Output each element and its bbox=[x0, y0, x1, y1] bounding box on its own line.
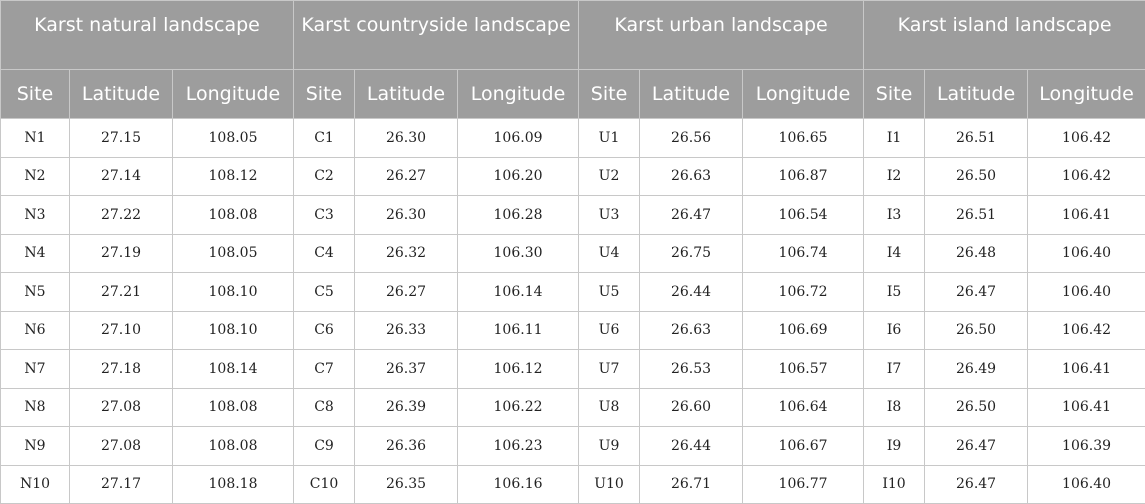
table-body bbox=[1, 119, 1145, 504]
cell-site: U5 bbox=[579, 273, 640, 312]
cell-site: U10 bbox=[579, 465, 640, 504]
cell-site: U7 bbox=[579, 350, 640, 389]
cell-latitude: 26.50 bbox=[925, 311, 1028, 350]
cell-site: I3 bbox=[864, 196, 925, 235]
group-header-island: Karst island landscape bbox=[864, 1, 1145, 70]
cell-latitude: 27.15 bbox=[70, 119, 173, 158]
table-row bbox=[1, 119, 1145, 158]
cell-latitude: 26.27 bbox=[355, 157, 458, 196]
cell-latitude: 26.63 bbox=[640, 311, 743, 350]
cell-longitude: 106.11 bbox=[458, 311, 579, 350]
cell-site: U2 bbox=[579, 157, 640, 196]
cell-site: N10 bbox=[1, 465, 70, 504]
cell-longitude: 108.08 bbox=[173, 196, 294, 235]
cell-site: N9 bbox=[1, 427, 70, 466]
cell-latitude: 27.22 bbox=[70, 196, 173, 235]
cell-longitude: 106.14 bbox=[458, 273, 579, 312]
cell-longitude: 106.74 bbox=[743, 234, 864, 273]
cell-site: U1 bbox=[579, 119, 640, 158]
column-header-site: Site bbox=[294, 70, 355, 119]
cell-latitude: 26.50 bbox=[925, 157, 1028, 196]
cell-latitude: 26.47 bbox=[925, 427, 1028, 466]
cell-site: N8 bbox=[1, 388, 70, 427]
cell-longitude: 106.42 bbox=[1028, 157, 1145, 196]
cell-site: C4 bbox=[294, 234, 355, 273]
cell-latitude: 26.32 bbox=[355, 234, 458, 273]
cell-latitude: 27.08 bbox=[70, 427, 173, 466]
cell-longitude: 106.54 bbox=[743, 196, 864, 235]
column-header-longitude: Longitude bbox=[743, 70, 864, 119]
cell-longitude: 108.05 bbox=[173, 119, 294, 158]
cell-site: I10 bbox=[864, 465, 925, 504]
cell-longitude: 106.42 bbox=[1028, 119, 1145, 158]
table-row bbox=[1, 427, 1145, 466]
cell-longitude: 106.77 bbox=[743, 465, 864, 504]
column-header-latitude: Latitude bbox=[925, 70, 1028, 119]
cell-longitude: 108.18 bbox=[173, 465, 294, 504]
cell-site: C1 bbox=[294, 119, 355, 158]
cell-longitude: 108.14 bbox=[173, 350, 294, 389]
cell-site: I5 bbox=[864, 273, 925, 312]
group-header-urban: Karst urban landscape bbox=[579, 1, 864, 70]
group-header-countryside: Karst countryside landscape bbox=[294, 1, 579, 70]
cell-longitude: 106.41 bbox=[1028, 196, 1145, 235]
cell-latitude: 26.47 bbox=[925, 465, 1028, 504]
column-header-latitude: Latitude bbox=[640, 70, 743, 119]
cell-longitude: 106.69 bbox=[743, 311, 864, 350]
cell-latitude: 26.30 bbox=[355, 119, 458, 158]
column-header-latitude: Latitude bbox=[355, 70, 458, 119]
cell-longitude: 106.09 bbox=[458, 119, 579, 158]
cell-longitude: 108.05 bbox=[173, 234, 294, 273]
cell-site: N2 bbox=[1, 157, 70, 196]
column-header-longitude: Longitude bbox=[1028, 70, 1145, 119]
group-header-natural: Karst natural landscape bbox=[1, 1, 294, 70]
cell-longitude: 108.08 bbox=[173, 427, 294, 466]
table-row bbox=[1, 196, 1145, 235]
cell-longitude: 108.10 bbox=[173, 273, 294, 312]
cell-latitude: 26.44 bbox=[640, 427, 743, 466]
cell-longitude: 108.08 bbox=[173, 388, 294, 427]
cell-site: N3 bbox=[1, 196, 70, 235]
cell-site: C2 bbox=[294, 157, 355, 196]
cell-longitude: 106.42 bbox=[1028, 311, 1145, 350]
cell-latitude: 26.39 bbox=[355, 388, 458, 427]
cell-longitude: 106.30 bbox=[458, 234, 579, 273]
cell-longitude: 106.41 bbox=[1028, 350, 1145, 389]
cell-longitude: 106.23 bbox=[458, 427, 579, 466]
cell-longitude: 106.22 bbox=[458, 388, 579, 427]
cell-site: C8 bbox=[294, 388, 355, 427]
cell-longitude: 108.10 bbox=[173, 311, 294, 350]
cell-latitude: 27.10 bbox=[70, 311, 173, 350]
cell-latitude: 26.49 bbox=[925, 350, 1028, 389]
column-header-site: Site bbox=[579, 70, 640, 119]
cell-longitude: 106.64 bbox=[743, 388, 864, 427]
cell-latitude: 26.30 bbox=[355, 196, 458, 235]
cell-latitude: 27.17 bbox=[70, 465, 173, 504]
cell-latitude: 26.48 bbox=[925, 234, 1028, 273]
column-header-latitude: Latitude bbox=[70, 70, 173, 119]
cell-site: I2 bbox=[864, 157, 925, 196]
cell-site: N1 bbox=[1, 119, 70, 158]
column-header-site: Site bbox=[864, 70, 925, 119]
table-row bbox=[1, 234, 1145, 273]
cell-latitude: 26.37 bbox=[355, 350, 458, 389]
cell-longitude: 106.87 bbox=[743, 157, 864, 196]
cell-latitude: 26.51 bbox=[925, 119, 1028, 158]
cell-site: N7 bbox=[1, 350, 70, 389]
cell-site: I4 bbox=[864, 234, 925, 273]
cell-latitude: 26.44 bbox=[640, 273, 743, 312]
cell-latitude: 26.53 bbox=[640, 350, 743, 389]
cell-latitude: 26.47 bbox=[640, 196, 743, 235]
cell-site: I1 bbox=[864, 119, 925, 158]
cell-longitude: 106.40 bbox=[1028, 465, 1145, 504]
cell-longitude: 106.40 bbox=[1028, 273, 1145, 312]
cell-site: I6 bbox=[864, 311, 925, 350]
cell-latitude: 27.19 bbox=[70, 234, 173, 273]
column-header-site: Site bbox=[1, 70, 70, 119]
cell-site: C5 bbox=[294, 273, 355, 312]
cell-latitude: 26.35 bbox=[355, 465, 458, 504]
cell-site: I9 bbox=[864, 427, 925, 466]
cell-site: U3 bbox=[579, 196, 640, 235]
cell-longitude: 106.40 bbox=[1028, 234, 1145, 273]
cell-latitude: 26.33 bbox=[355, 311, 458, 350]
cell-longitude: 106.16 bbox=[458, 465, 579, 504]
cell-latitude: 27.14 bbox=[70, 157, 173, 196]
cell-site: C3 bbox=[294, 196, 355, 235]
column-header-longitude: Longitude bbox=[458, 70, 579, 119]
table-row bbox=[1, 350, 1145, 389]
cell-site: N5 bbox=[1, 273, 70, 312]
table-row bbox=[1, 465, 1145, 504]
cell-latitude: 27.08 bbox=[70, 388, 173, 427]
cell-latitude: 26.63 bbox=[640, 157, 743, 196]
cell-longitude: 106.39 bbox=[1028, 427, 1145, 466]
cell-site: U8 bbox=[579, 388, 640, 427]
cell-longitude: 106.20 bbox=[458, 157, 579, 196]
table-row bbox=[1, 388, 1145, 427]
group-header-row bbox=[1, 1, 1145, 70]
cell-latitude: 27.21 bbox=[70, 273, 173, 312]
cell-latitude: 26.50 bbox=[925, 388, 1028, 427]
column-header-row bbox=[1, 70, 1145, 119]
cell-site: U6 bbox=[579, 311, 640, 350]
cell-longitude: 106.65 bbox=[743, 119, 864, 158]
cell-latitude: 26.47 bbox=[925, 273, 1028, 312]
cell-latitude: 26.36 bbox=[355, 427, 458, 466]
cell-latitude: 26.56 bbox=[640, 119, 743, 158]
column-header-longitude: Longitude bbox=[173, 70, 294, 119]
cell-longitude: 106.57 bbox=[743, 350, 864, 389]
cell-longitude: 106.67 bbox=[743, 427, 864, 466]
cell-site: U4 bbox=[579, 234, 640, 273]
cell-site: C9 bbox=[294, 427, 355, 466]
table-row bbox=[1, 157, 1145, 196]
cell-site: I7 bbox=[864, 350, 925, 389]
cell-longitude: 108.12 bbox=[173, 157, 294, 196]
cell-site: N4 bbox=[1, 234, 70, 273]
cell-site: I8 bbox=[864, 388, 925, 427]
cell-latitude: 26.75 bbox=[640, 234, 743, 273]
cell-site: N6 bbox=[1, 311, 70, 350]
cell-site: U9 bbox=[579, 427, 640, 466]
cell-latitude: 26.27 bbox=[355, 273, 458, 312]
cell-longitude: 106.41 bbox=[1028, 388, 1145, 427]
cell-site: C10 bbox=[294, 465, 355, 504]
cell-latitude: 26.60 bbox=[640, 388, 743, 427]
cell-longitude: 106.28 bbox=[458, 196, 579, 235]
cell-latitude: 27.18 bbox=[70, 350, 173, 389]
cell-site: C6 bbox=[294, 311, 355, 350]
table-row bbox=[1, 311, 1145, 350]
cell-latitude: 26.71 bbox=[640, 465, 743, 504]
cell-site: C7 bbox=[294, 350, 355, 389]
table-row bbox=[1, 273, 1145, 312]
cell-longitude: 106.12 bbox=[458, 350, 579, 389]
cell-latitude: 26.51 bbox=[925, 196, 1028, 235]
cell-longitude: 106.72 bbox=[743, 273, 864, 312]
